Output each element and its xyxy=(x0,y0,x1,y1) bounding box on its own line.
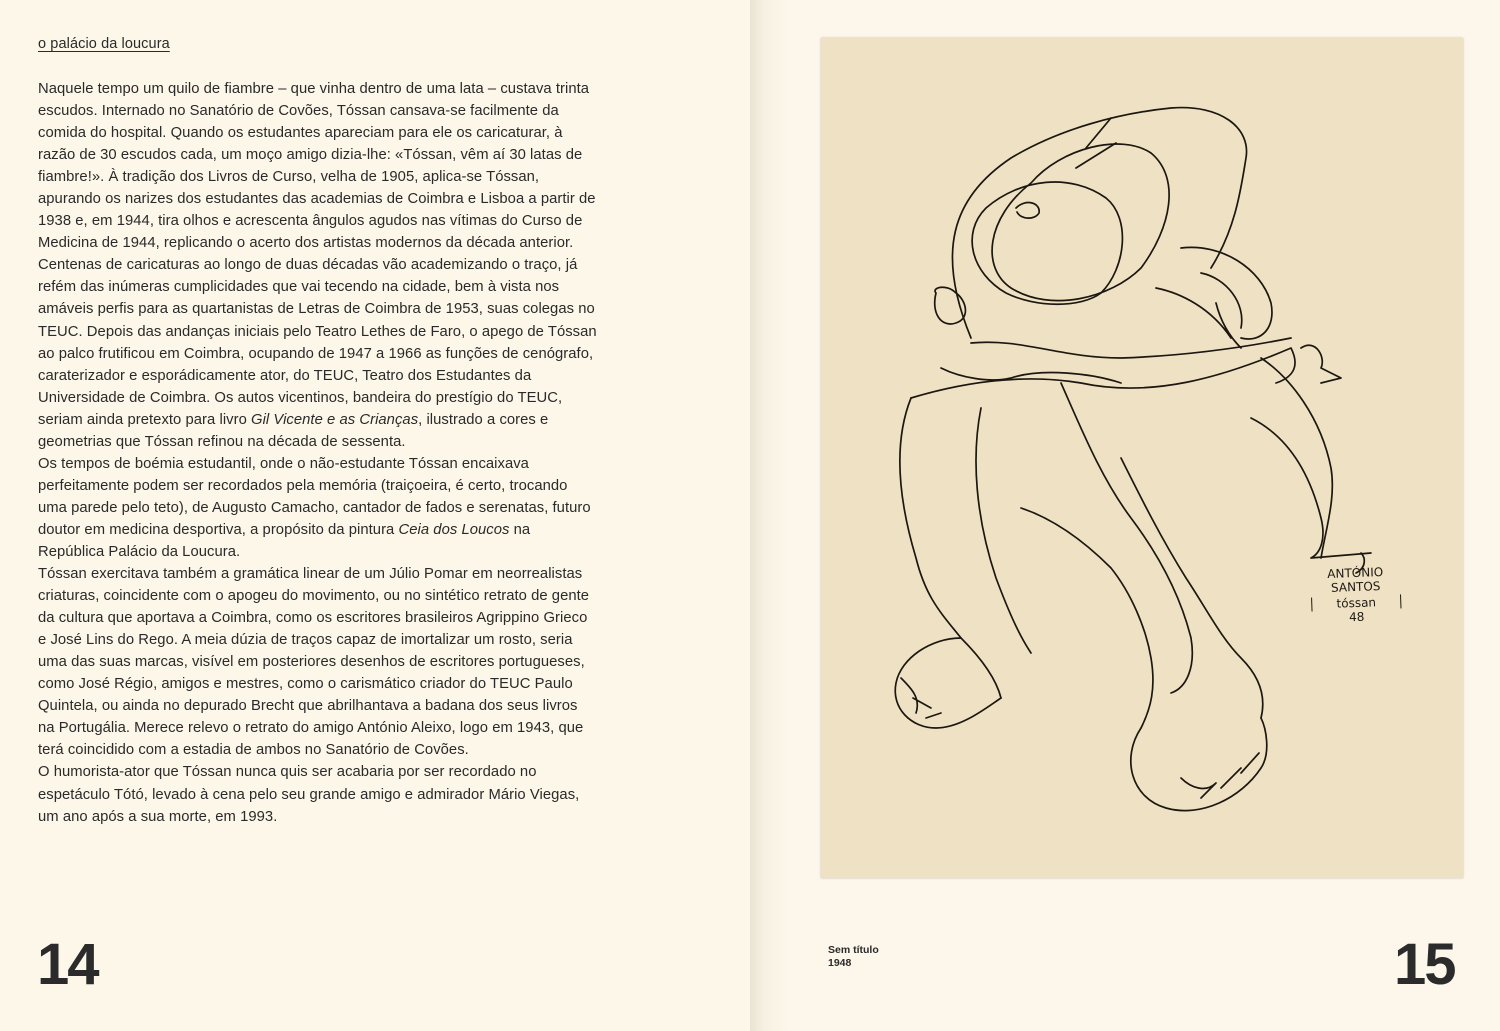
body-paragraph xyxy=(38,563,598,761)
figure-thigh xyxy=(911,348,1295,398)
figure-hip xyxy=(1261,345,1341,558)
figure-right-foot xyxy=(1131,718,1267,811)
figure-side xyxy=(1251,418,1371,558)
signature xyxy=(1310,564,1402,625)
section-title: o palácio da loucura xyxy=(38,36,170,52)
artwork xyxy=(821,38,1463,878)
figure-torso xyxy=(941,368,1121,383)
figure-mark xyxy=(1076,118,1116,168)
italic-title: Ceia dos Loucos xyxy=(398,521,510,538)
signature-line-2: SANTOS xyxy=(1330,579,1381,595)
signature-year: 48 xyxy=(1348,609,1365,625)
text-run: Os tempos de boémia estudantil, onde o não-estudante Tóssan encaixava perfeitamente podem ser recordados pela memória (traiçoeira, é certo, trocando uma parede pelo teto), de Augusto Camacho, cantador de fados e serenatas, futuro doutor em medicina desportiva, a propósito da pintura xyxy=(38,455,591,538)
page-number-left: 14 xyxy=(37,932,98,997)
figure-left-leg xyxy=(900,398,1031,698)
line-drawing-crouching-figure-icon xyxy=(821,38,1463,878)
figure-belly xyxy=(971,338,1291,358)
page-number-right: 15 xyxy=(1394,932,1455,997)
body-paragraph xyxy=(38,78,598,453)
artwork-caption xyxy=(828,944,879,970)
text-run: na República Palácio da Loucura. xyxy=(38,521,531,560)
italic-title: Gil Vicente e as Crianças xyxy=(251,411,419,428)
body-text xyxy=(38,78,598,828)
signature-line-1: ANTÓNIO xyxy=(1327,565,1384,581)
figure-outline xyxy=(952,108,1246,338)
figure-eye xyxy=(1016,203,1039,219)
body-paragraph xyxy=(38,761,598,827)
figure-arm xyxy=(992,144,1169,301)
text-run: O humorista-ator que Tóssan nunca quis ser acabaria por ser recordado no espetáculo Tótó, levado à cena pelo seu grande amigo e admirador Mário Viegas, um ano após a sua morte, em 1993. xyxy=(38,764,580,825)
figure-elbow xyxy=(935,287,966,324)
text-run: , ilustrado a cores e geometrias que Tóssan refinou na década de sessenta. xyxy=(38,411,549,450)
caption-title: Sem título xyxy=(828,944,879,956)
text-run: Tóssan exercitava também a gramática linear de um Júlio Pomar em neorrealistas criaturas, coincidente com o apogeu do movimento, ou no sintético retrato de gente da cultura que aportava a Coimbra, como os escritores brasileiros Agrippino Grieco e José Lins do Rego. A meia dúzia de traços capaz de imortalizar um rosto, seria uma das suas marcas, visível em posteriores desenhos de escritores portugueses, como José Régio, amigos e mestres, como o carismático criador do TEUC Paulo Quintela, ou ainda no depurado Brecht que abrilhantava a badana dos seus livros na Portugália. Merece relevo o retrato do amigo António Aleixo, logo em 1943, que terá coincidido com a estadia de ambos no Sanatório de Covões. xyxy=(38,566,590,759)
body-paragraph xyxy=(38,453,598,563)
text-run: Naquele tempo um quilo de fiambre – que vinha dentro de uma lata – custava trinta escudos. Internado no Sanatório de Covões, Tóssan cansava-se facilmente da comida do hospital. Quando os estudantes apareciam para ele os caricaturar, à razão de 30 escudos cada, um moço amigo dizia-lhe: «Tóssan, vêm aí 30 latas de fiambre!». À tradição dos Livros de Curso, velha de 1905, aplica-se Tóssan, apurando os narizes dos estudantes das academias de Coimbra e Lisboa a partir de 1938 e, em 1944, tira olhos e acrescenta ângulos agudos nas vítimas do Curso de Medicina de 1944, replicando o acerto dos artistas modernos da década anterior. Centenas de caricaturas ao longo de duas décadas vão academizando o traço, já refém das inúmeras cumplicidades que vai tecendo na cidade, bem à vista nos amáveis perfis para as quartanistas de Letras de Coimbra de 1953, suas colegas no TEUC. Depois das andanças iniciais pelo Teatro Lethes de Faro, o apego de Tóssan ao palco frutificou em Coimbra, ocupando de 1947 a 1966 as funções de cenógrafo, caraterizador e esporádicamente ator, do TEUC, Teatro dos Estudantes da Universidade de Coimbra. Os autos vicentinos, bandeira do prestígio do TEUC, seriam ainda pretexto para livro xyxy=(38,81,597,428)
figure-head xyxy=(972,182,1122,304)
signature-line-3: tóssan xyxy=(1311,594,1401,611)
figure-left-foot xyxy=(895,638,1001,728)
figure-shin xyxy=(1021,508,1153,728)
caption-year: 1948 xyxy=(828,957,852,969)
